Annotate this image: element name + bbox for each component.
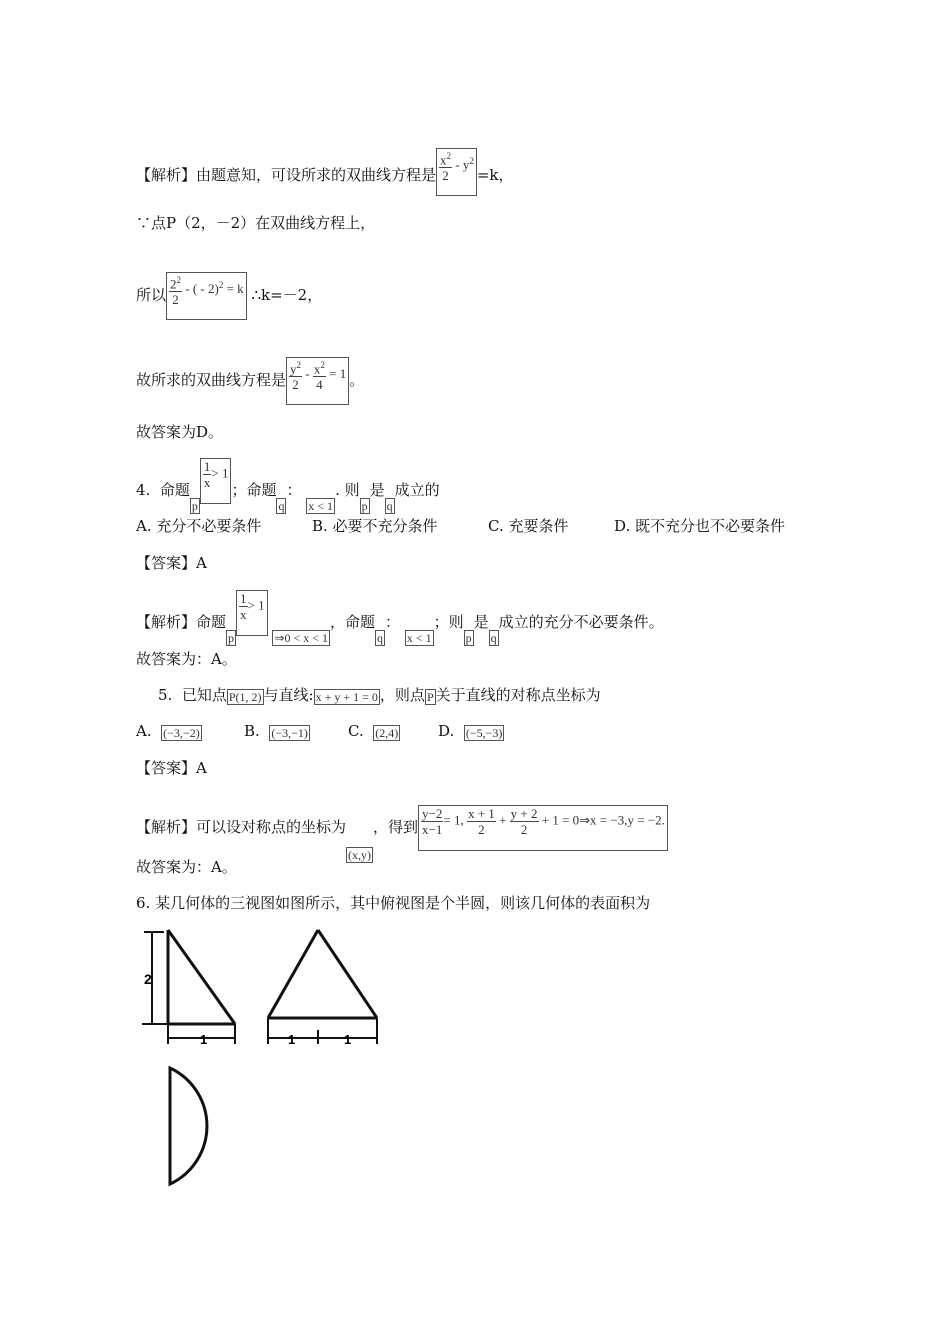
question-5: 5. 已知点 P(1, 2) 与直线: x + y + 1 = 0 ，则点 P 关于直线的对称点坐标为 [158,686,601,704]
analysis-line-1: 【解析】由题意知，可设所求的双曲线方程是 $\frac{x^2}{2}$ - $y^2=k$， [136,152,514,200]
condition-q: x < 1 [308,499,334,513]
final-hyperbola-equation: $\frac{y^2}{2}$ - $\frac{x^2}{4}$ = 1 [286,357,349,405]
analysis-line-2: ∵点P（2，－2）在双曲线方程上， [136,214,376,232]
analysis-condition-p: $\frac{1}{x}$ > 1 [236,590,268,636]
q5-option-b: B. (−3,−1) [244,722,308,740]
q4-option-b: B. 必要不充分条件 [312,517,438,535]
q4-option-a: A. 充分不必要条件 [136,517,262,535]
q5-option-a: A. (−3,−2) [136,722,200,740]
analysis-line-3: 所以 $\frac{2^2}{2}$ - ( - 2)$^2$ = k ∴k=－2， [136,272,322,320]
q4-option-c: C. 充要条件 [488,517,569,535]
front-view [142,930,235,1044]
top-view-semicircle [170,1068,207,1184]
line-equation: x + y + 1 = 0 [315,690,378,704]
substitution-equation: $\frac{2^2}{2}$ - ( - 2)$^2$ = k [166,272,247,320]
q4-analysis: 【解析】命题p $\frac{1}{x}$ > 1 ⇒0 < x < 1，命题q： x < 1；则p是q成立的充分不必要条件。 [136,591,664,645]
three-view-figure [130,920,400,1192]
side-right-label: 1 [344,1032,352,1047]
analysis-line-4: 故所求的双曲线方程是 $\frac{y^2}{2}$ - $\frac{x^2}{4}$ = 1 。 [136,357,364,405]
side-view [268,930,377,1044]
q4-answer: 【答案】A [136,554,207,572]
side-left-label: 1 [288,1032,296,1047]
hyperbola-equation: $\frac{x^2}{2}$ - $y^2$ [436,148,477,196]
q5-option-c: C. (2,4) [348,722,399,740]
q5-final: 故答案为：A。 [136,858,237,876]
q5-analysis: 【解析】可以设对称点的坐标为(x,y)，得到 $\frac{y-2}{x-1}$ = 1, $\frac{x + 1}{2}$ + $\frac{y + 2}{2}$ + 1 = 0⇒x = −3,y = −2. [136,805,668,851]
q4-final: 故答案为：A。 [136,650,237,668]
condition-p: $\frac{1}{x}$ > 1 [200,458,232,504]
point-p: P(1, 2) [228,690,262,704]
q5-option-d: D. (−5,−3) [438,722,503,740]
front-height-label: 2 [144,971,152,987]
front-width-label: 1 [200,1032,208,1047]
question-6: 6. 某几何体的三视图如图所示，其中俯视图是个半圆，则该几何体的表面积为 [136,894,651,912]
q5-system-equation: $\frac{y-2}{x-1}$ = 1, $\frac{x + 1}{2}$ + $\frac{y + 2}{2}$ + 1 = 0⇒x = −3,y = −2. [418,805,668,851]
question-4: 4. 命题p $\frac{1}{x}$ > 1；命题q： x < 1. 则p是q成立的 [136,459,440,513]
analysis-line-5: 故答案为D。 [136,423,224,441]
q5-answer: 【答案】A [136,759,207,777]
q4-option-d: D. 既不充分也不必要条件 [614,517,786,535]
